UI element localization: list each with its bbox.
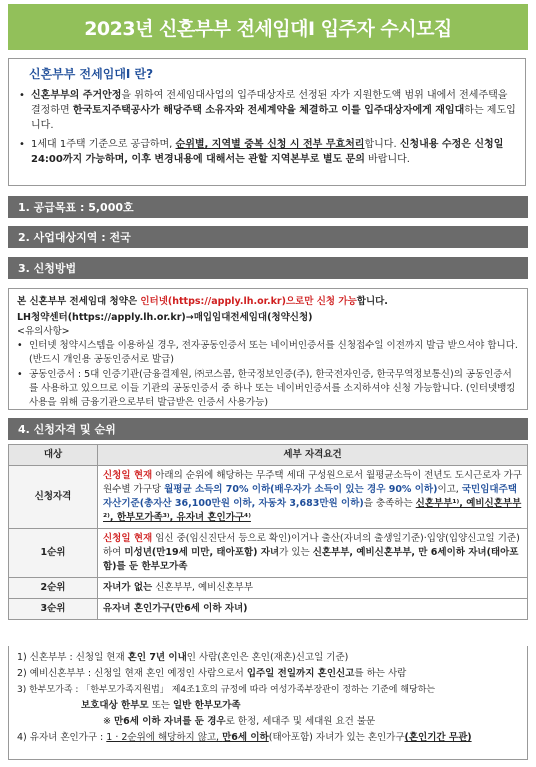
section-apply-method: 3. 신청방법 xyxy=(8,257,528,279)
text-bold: 혼인 7년 이내 xyxy=(127,652,187,663)
method-line1-c: 합니다. xyxy=(356,296,388,307)
text-bold: 신혼부부, 예비신혼부부, 만 6세이하 자녀(태아포함)를 둔 한부모가족 xyxy=(103,547,519,572)
text-bold: 유자녀 혼인가구(만6세 이하 자녀) xyxy=(103,603,248,614)
method-bullet-2 xyxy=(17,368,519,410)
row-label-rank3: 3순위 xyxy=(9,599,98,620)
method-b1: 인터넷 청약시스템을 이용하실 경우, 전자공동인증서 또는 네이버인증서를 신청접수일 이전까지 발급 받으셔야 합니다. (반드시 개인용 공동인증서로 발급) xyxy=(29,340,518,365)
text-bold: 일반 한부모가족 xyxy=(172,700,241,711)
intro-p2-a: 1세대 1주택 기준으로 공급하며, xyxy=(31,139,176,150)
text: 아래의 순위에 해당하는 무주택 세대 구성원으로서 월평균소득이 전년도 도시근로자 가구원수별 가구당 xyxy=(103,470,522,495)
text-bold: 자녀가 없는 xyxy=(103,582,153,593)
text: 2) 예비신혼부부 : 신청일 현재 혼인 예정인 사람으로서 xyxy=(17,668,247,679)
note-4 xyxy=(17,730,519,746)
method-line-1 xyxy=(17,295,519,309)
text: 임신 중(임신진단서 등으로 확인)이거나 출산(자녀의 출생일기준)·입양(입양신고일 기준)하여 xyxy=(103,533,520,558)
text: 을 충족하는 xyxy=(363,498,416,509)
note-3-cont xyxy=(17,698,519,714)
row-rank2-detail xyxy=(98,578,528,599)
text-bold: 미성년(만19세 미만, 태아포함) 자녀 xyxy=(124,547,280,558)
notes-box xyxy=(8,646,528,760)
note-2 xyxy=(17,666,519,682)
bullet-dot: • xyxy=(19,139,25,150)
table-header-details: 세부 자격요건 xyxy=(98,445,528,466)
intro-bullet-2 xyxy=(19,137,517,167)
intro-p1-c: 한국토지주택공사가 해당주택 소유자와 전세계약을 체결하고 이를 입주대상자에게 재임대 xyxy=(72,105,465,116)
row-label-rank1: 1순위 xyxy=(9,529,98,578)
note-3: 3) 한부모가족 : 「한부모가족지원법」 제4조1호의 규정에 따라 여성가족부장관이 정하는 기준에 해당하는 xyxy=(17,685,436,695)
intro-heading: 신혼부부 전세임대Ⅰ 란? xyxy=(29,67,154,81)
text: ※ xyxy=(103,716,114,727)
text-bold: 신혼부부¹⁾, 예비신혼부부²⁾, 한부모가족³⁾, 유자녀 혼인가구⁴⁾ xyxy=(103,498,522,523)
intro-box xyxy=(8,58,526,186)
text: 1) 신혼부부 : 신청일 현재 xyxy=(17,652,128,663)
text: 가 있는 xyxy=(279,547,313,558)
row-eligibility-detail xyxy=(98,466,528,529)
row-rank3-detail xyxy=(98,599,528,620)
row-rank1-detail xyxy=(98,529,528,578)
text-bold: 만6세 이하 자녀를 둔 경우 xyxy=(113,716,226,727)
table-header-target: 대상 xyxy=(9,445,98,466)
table-header-row xyxy=(9,445,528,466)
method-bullet-1 xyxy=(17,339,519,367)
text-red: 신청일 현재 xyxy=(103,533,153,544)
row-label-rank2: 2순위 xyxy=(9,578,98,599)
note-1 xyxy=(17,650,519,666)
table-row xyxy=(9,466,528,529)
bullet-dot: • xyxy=(19,90,25,101)
text: 또는 xyxy=(148,700,173,711)
text: (태아포함) 자녀가 있는 혼인가구 xyxy=(268,732,405,743)
intro-p1-a: 신혼부부의 주거안정 xyxy=(31,90,122,101)
text-bold: 만6세 이하 xyxy=(222,732,269,743)
bullet-dot: • xyxy=(17,340,23,351)
intro-p2-b: 순위별, 지역별 중복 신청 시 전부 무효처리 xyxy=(175,139,365,150)
text-bold: (혼인기간 무관) xyxy=(404,732,472,743)
method-box xyxy=(8,288,528,410)
intro-bullet-1 xyxy=(19,88,517,133)
section-target-area: 2. 사업대상지역 : 전국 xyxy=(8,226,528,248)
section-qualification: 4. 신청자격 및 순위 xyxy=(8,418,528,440)
text-blue: 월평균 소득의 70% 이하(배우자가 소득이 있는 경우 90% 이하) xyxy=(164,484,438,495)
page-title: 2023년 신혼부부 전세임대Ⅰ 입주자 수시모집 xyxy=(8,4,528,50)
text: 로 한정, 세대주 및 세대원 요건 불문 xyxy=(225,716,376,727)
qualification-table xyxy=(8,444,528,620)
intro-p1-b: 을 위하여 전세임대사업의 입주대상자로 선정된 자가 지원한도액 범위 내에서 전세주택을 결정하면 xyxy=(31,90,508,116)
text: 를 하는 사람 xyxy=(354,668,407,679)
intro-p2-c: 합니다. xyxy=(364,139,400,150)
method-line-2: LH청약센터(https://apply.lh.or.kr)→매입임대전세임대(청약신청) xyxy=(17,312,313,323)
table-row xyxy=(9,578,528,599)
method-line1-a: 본 신혼부부 전세임대 청약은 xyxy=(17,296,141,307)
text-bold: 입주일 전일까지 혼인신고 xyxy=(246,668,355,679)
intro-p1-d: 하는 제도입니다. xyxy=(31,105,516,131)
method-line1-b: 인터넷(https://apply.lh.or.kr)으로만 신청 가능 xyxy=(140,296,357,307)
text-blue: 국민임대주택 자산기준(총자산 36,100만원 이하, 자동차 3,683만원 이하) xyxy=(103,484,517,509)
intro-p2-d: 신청내용 수정은 신청일 24:00까지 가능하며, 이후 변경내용에 대해서는 관할 지역본부로 별도 문의 xyxy=(31,139,504,165)
text-red: 신청일 현재 xyxy=(103,470,153,481)
bullet-dot: • xyxy=(17,369,23,380)
text-bold: 보호대상 한부모 xyxy=(81,700,149,711)
text: 신혼부부, 예비신혼부부 xyxy=(152,582,254,593)
table-row xyxy=(9,599,528,620)
note-3-remark xyxy=(17,714,519,730)
row-label-eligibility: 신청자격 xyxy=(9,466,98,529)
text-underline: 1 · 2순위에 해당하지 않고, xyxy=(106,732,223,743)
intro-p2-e: 바랍니다. xyxy=(364,154,410,165)
text: 4) 유자녀 혼인가구 : xyxy=(17,732,107,743)
text: 이고, xyxy=(437,484,462,495)
text: 인 사람(혼인은 혼인(재혼)신고일 기준) xyxy=(186,652,349,663)
method-b2: 공동인증서 : 5대 인증기관(금융결제원, ㈜코스콤, 한국정보인증(주), 한국전자인증, 한국무역정보통신)의 공동인증서를 사용하고 있으므로 이들 기관의 공동인증서 중 하나 또는 네이버인증서를 소지하셔야 신청 가능합니다. (인터넷뱅킹 사용을 위해 금융기관으로부터 발급받은 인증서 사용가능) xyxy=(29,369,516,408)
method-notice-heading: <유의사항> xyxy=(17,326,70,337)
section-supply-target: 1. 공급목표 : 5,000호 xyxy=(8,196,528,218)
table-row xyxy=(9,529,528,578)
